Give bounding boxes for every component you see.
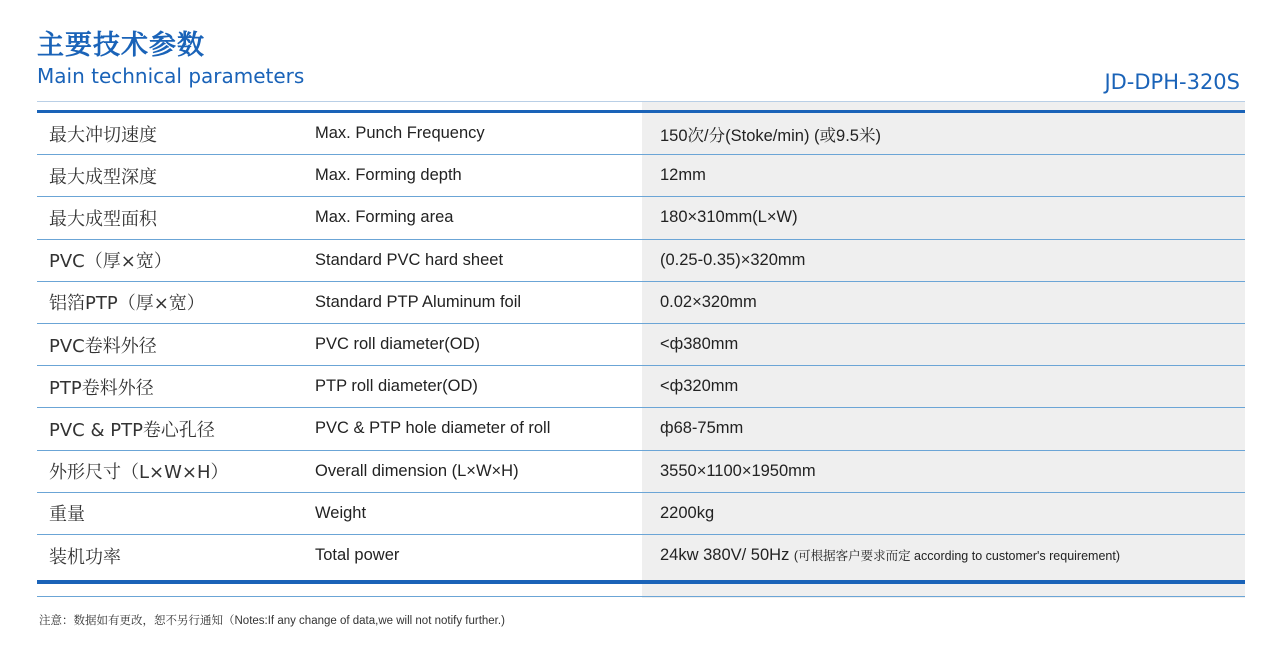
param-value [660, 166, 706, 185]
param-name-cn: PVC & PTP卷心孔径 [49, 419, 215, 441]
param-value [660, 419, 743, 438]
param-name-en: Standard PVC hard sheet [315, 250, 504, 269]
param-value-text: 180×310mm(L×W) [660, 208, 798, 227]
param-value-text: 0.02×320mm [660, 292, 757, 311]
table-row [37, 240, 1245, 282]
param-name-en: Weight [315, 503, 367, 522]
param-name-en: PVC roll diameter(OD) [315, 335, 481, 354]
param-value-text: ф68-75mm [660, 419, 744, 438]
param-value [660, 208, 798, 227]
param-name-cn: 最大成型面积 [49, 208, 157, 230]
table-row [37, 324, 1245, 366]
param-value [660, 122, 881, 146]
table-row [37, 451, 1245, 493]
param-name-cn: PTP卷料外径 [49, 377, 154, 399]
param-name-en: PTP roll diameter(OD) [315, 377, 478, 396]
param-name-cn: 最大冲切速度 [49, 124, 157, 146]
param-value-text: <ф320mm [660, 377, 739, 396]
param-name-cn: 重量 [49, 504, 85, 526]
param-value [660, 335, 738, 354]
table-rows [37, 113, 1245, 577]
table-row [37, 535, 1245, 577]
param-name-en: Total power [315, 546, 400, 565]
param-name-en: Max. Forming depth [315, 166, 462, 185]
param-name-cn: 铝箔PTP（厚×宽） [49, 293, 205, 315]
param-value-note: (可根据客户要求而定 according to customer's requirement) [793, 549, 1121, 564]
param-value [660, 377, 738, 396]
param-name-cn: 外形尺寸（L×W×H） [49, 462, 229, 484]
param-name-en: Max. Forming area [315, 208, 454, 227]
footnote: 注意：数据如有更改，恕不另行通知（Notes:If any change of data,we will not notify further.) [39, 615, 505, 627]
param-value [660, 293, 757, 312]
table-row [37, 155, 1245, 197]
table-row [37, 113, 1245, 155]
param-value-text: 150次/分(Stoke/min) (或9.5米) [660, 126, 881, 145]
param-value-text: 2200kg [660, 503, 715, 522]
param-value-text: (0.25-0.35)×320mm [660, 250, 806, 269]
param-name-en: PVC & PTP hole diameter of roll [315, 419, 551, 438]
page-title-cn: 主要技术参数 [37, 30, 205, 61]
param-name-cn: 最大成型深度 [49, 166, 157, 188]
param-value [660, 462, 816, 481]
param-name-en: Standard PTP Aluminum foil [315, 292, 522, 311]
table-bottom-rule [37, 580, 1245, 584]
param-value-text: 3550×1100×1950mm [660, 461, 816, 480]
param-name-cn: 装机功率 [49, 546, 121, 568]
model-number: JD-DPH-320S [1104, 70, 1240, 94]
param-value-text: <ф380mm [660, 335, 739, 354]
param-name-cn: PVC（厚×宽） [49, 251, 172, 273]
param-name-cn: PVC卷料外径 [49, 335, 157, 357]
table-row [37, 282, 1245, 324]
table-row [37, 197, 1245, 239]
table-row [37, 366, 1245, 408]
param-value [660, 546, 1120, 565]
param-value [660, 251, 805, 270]
page-title-en: Main technical parameters [37, 64, 305, 88]
table-bottom-thin-rule [37, 596, 1245, 597]
param-value-text: 24kw 380V/ 50Hz [660, 546, 790, 565]
param-value [660, 504, 714, 523]
table-row [37, 408, 1245, 450]
param-value-text: 12mm [660, 166, 706, 185]
table-row [37, 493, 1245, 535]
param-name-en: Max. Punch Frequency [315, 124, 485, 143]
param-name-en: Overall dimension (L×W×H) [315, 461, 519, 480]
